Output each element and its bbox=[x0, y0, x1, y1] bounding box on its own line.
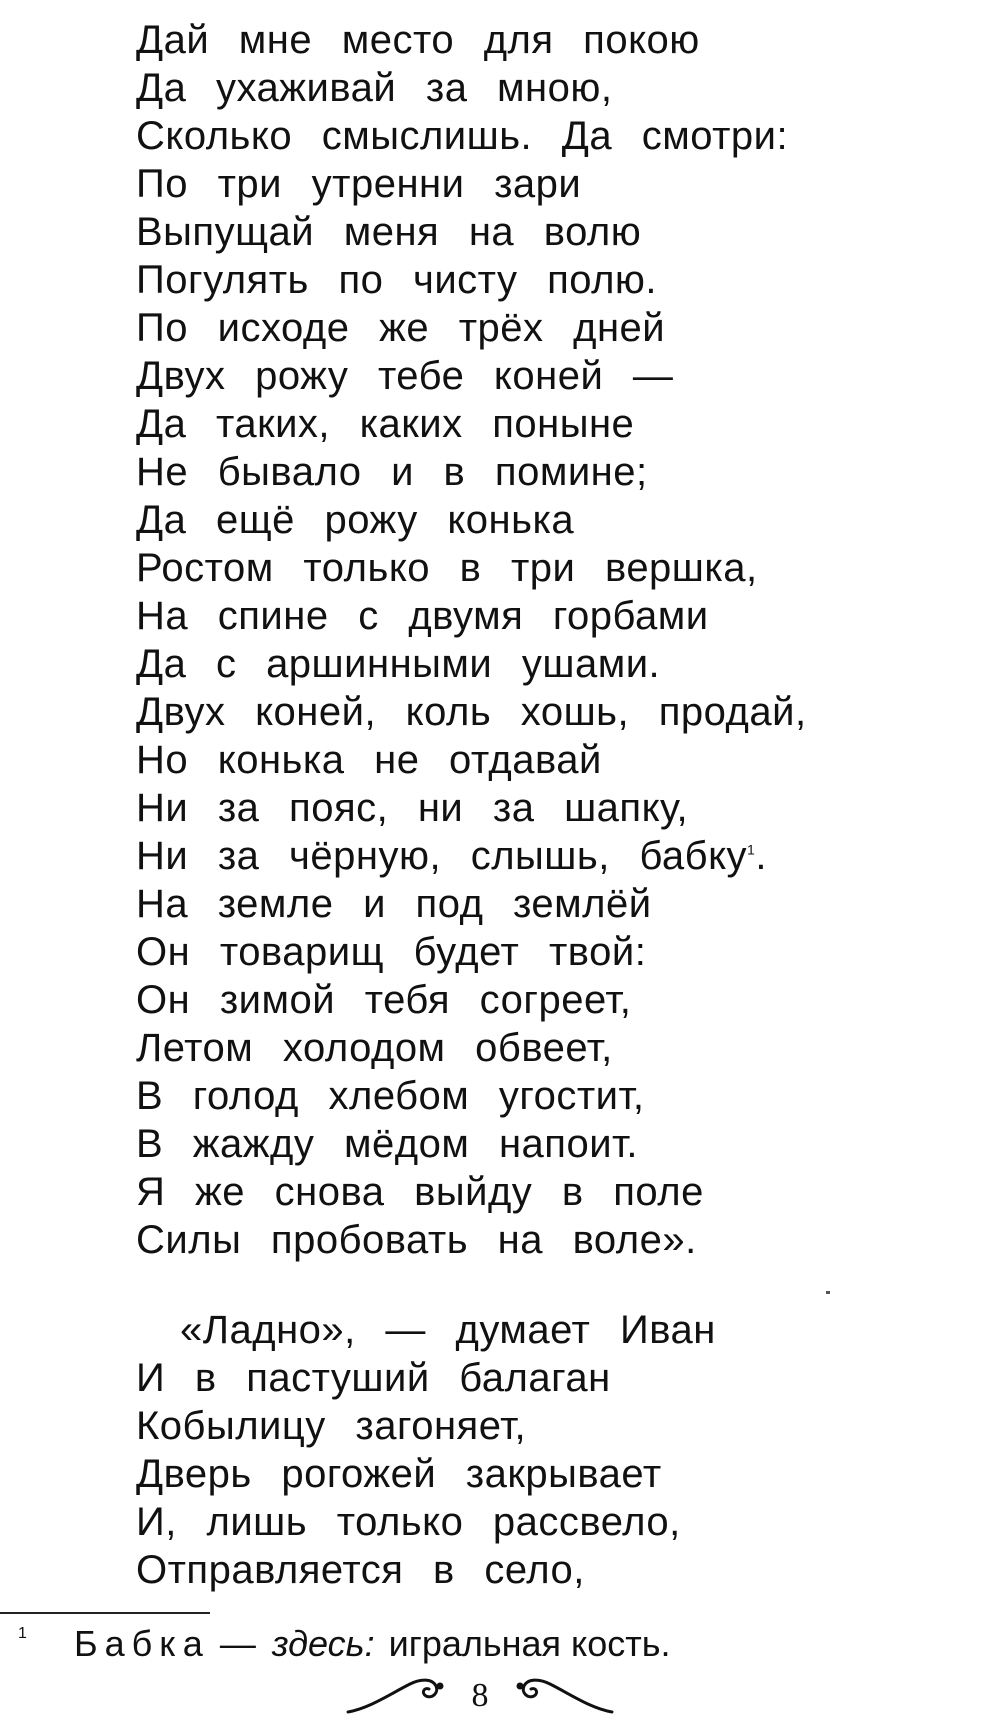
poem-stanza-2 bbox=[136, 1306, 936, 1594]
poem-line: Да таких, каких поныне bbox=[136, 402, 635, 446]
poem-line: Двух коней, коль хошь, продай, bbox=[136, 690, 807, 734]
page-number: 8 bbox=[471, 1677, 489, 1714]
poem-line: Да ещё рожу конька bbox=[136, 498, 575, 542]
poem-line: На спине с двумя горбами bbox=[136, 594, 709, 638]
poem-line: Не бывало и в помине; bbox=[136, 450, 648, 494]
poem-line: И, лишь только рассвело, bbox=[136, 1500, 681, 1544]
poem-line-end-punctuation: . bbox=[755, 834, 767, 878]
poem-line: Летом холодом обвеет, bbox=[136, 1026, 613, 1070]
footnote-qualifier: здесь: bbox=[271, 1623, 375, 1664]
footnote bbox=[18, 1620, 978, 1668]
poem-line: Дверь рогожей закрывает bbox=[136, 1452, 662, 1496]
poem-line: Сколько смыслишь. Да смотри: bbox=[136, 114, 789, 158]
poem-line: Ростом только в три вершка, bbox=[136, 546, 758, 590]
poem-line: И в пастуший балаган bbox=[136, 1356, 611, 1400]
poem-line: «Ладно», — думает Иван bbox=[180, 1308, 716, 1352]
poem-line: Отправляется в село, bbox=[136, 1548, 585, 1592]
poem-line: Дай мне место для покою bbox=[136, 18, 700, 62]
poem-line: Он зимой тебя согреет, bbox=[136, 978, 632, 1022]
footnote-definition: игральная кость. bbox=[388, 1623, 671, 1664]
poem-line-with-footnote bbox=[136, 832, 936, 880]
poem-line: Двух рожу тебе коней — bbox=[136, 354, 674, 398]
footnote-divider bbox=[0, 1612, 210, 1614]
poem-line: Силы пробовать на воле». bbox=[136, 1218, 697, 1262]
footnote-term: Бабка bbox=[74, 1623, 210, 1664]
poem-line: По исходе же трёх дней bbox=[136, 306, 666, 350]
footnote-dash: — bbox=[219, 1623, 256, 1664]
poem-line: Погулять по чисту полю. bbox=[136, 258, 658, 302]
page-number-ornament bbox=[340, 1672, 620, 1717]
poem-line: По три утренни зари bbox=[136, 162, 582, 206]
footnote-number: 1 bbox=[18, 1625, 27, 1642]
poem-line: Он товарищ будет твой: bbox=[136, 930, 647, 974]
poem-line: Да ухаживай за мною, bbox=[136, 66, 613, 110]
footnote-reference: 1 bbox=[747, 841, 756, 858]
poem-stanza-1 bbox=[136, 16, 936, 1264]
print-speck bbox=[826, 1291, 830, 1294]
poem-line: В жажду мёдом напоит. bbox=[136, 1122, 639, 1166]
poem-line: Кобылицу загоняет, bbox=[136, 1404, 527, 1448]
poem-line: Выпущай меня на волю bbox=[136, 210, 642, 254]
poem-line: Ни за пояс, ни за шапку, bbox=[136, 786, 689, 830]
poem-line: Да с аршинными ушами. bbox=[136, 642, 661, 686]
poem-line-text: Ни за чёрную, слышь, бабку bbox=[136, 834, 748, 878]
poem-line: Но конька не отдавай bbox=[136, 738, 602, 782]
poem-line: На земле и под землёй bbox=[136, 882, 652, 926]
poem-line: Я же снова выйду в поле bbox=[136, 1170, 704, 1214]
poem-line: В голод хлебом угостит, bbox=[136, 1074, 645, 1118]
